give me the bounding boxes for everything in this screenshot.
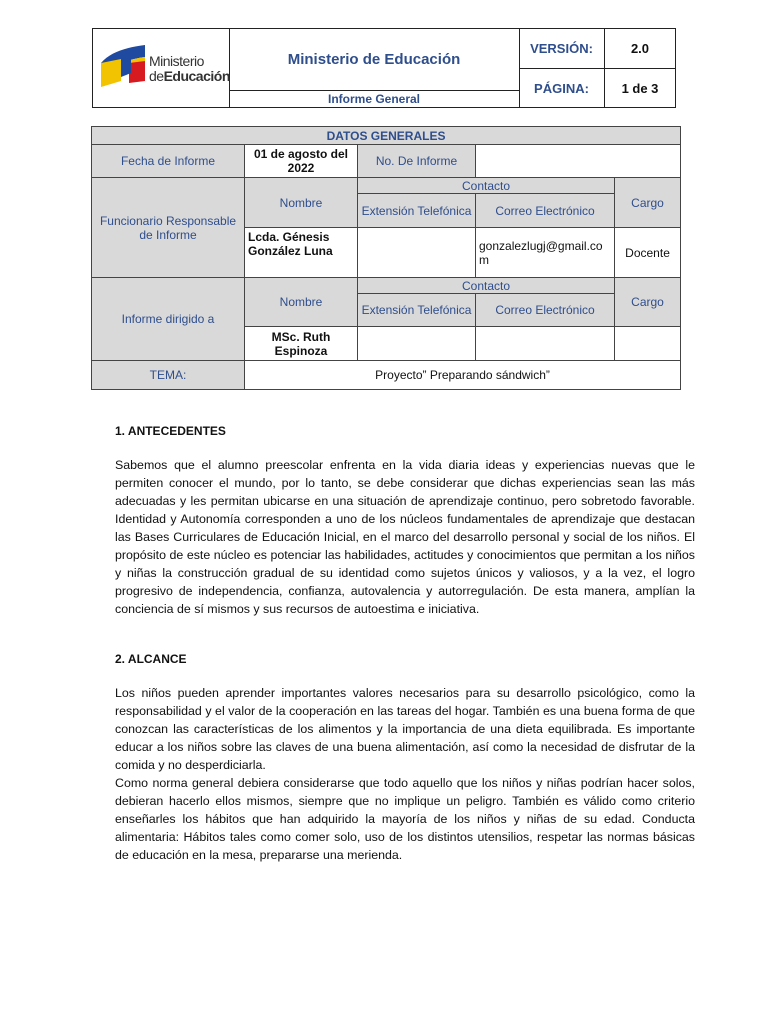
report-date-value: 01 de agosto del 2022 xyxy=(245,145,358,178)
page-value: 1 de 3 xyxy=(621,80,659,96)
extension-header-2: Extensión Telefónica xyxy=(358,294,476,327)
name-header-2: Nombre xyxy=(245,278,358,327)
document-header xyxy=(92,28,676,108)
email-header-2: Correo Electrónico xyxy=(476,294,615,327)
position-header: Cargo xyxy=(615,178,681,228)
ministry-title: Ministerio de Educación xyxy=(229,29,519,91)
contact-header-2: Contacto xyxy=(358,278,615,294)
antecedentes-title: 1. ANTECEDENTES xyxy=(115,424,226,438)
section-antecedentes xyxy=(115,424,695,618)
recipient-email xyxy=(476,327,615,361)
logo-line1: Ministerio xyxy=(149,53,204,69)
logo-line2-prefix: de xyxy=(149,68,164,84)
contact-header: Contacto xyxy=(358,178,615,194)
logo-line2-bold: Educación xyxy=(163,68,230,84)
alcance-text-1: Los niños pueden aprender importantes valores necesarios para su desarrollo psicológico, como la responsabilidad y el valor de la cooperación en las tareas del hogar. También es una buena forma de que conozcan las características de los alimentos y la importancia de una dieta equilibrada. Es importante educar a los niños sobre las claves de una buena alimentación, así como la necesidad de disfrutar de la comida y no desperdiciarla. xyxy=(115,686,695,772)
official-extension xyxy=(358,228,476,278)
version-label: VERSIÓN: xyxy=(519,29,605,69)
report-number-label: No. De Informe xyxy=(358,145,476,178)
page-label: PÁGINA: xyxy=(519,69,605,107)
extension-header: Extensión Telefónica xyxy=(358,194,476,228)
flag-emblem-icon xyxy=(99,41,149,93)
recipient-position xyxy=(615,327,681,361)
official-name: Lcda. Génesis González Luna xyxy=(245,228,358,278)
addressed-to-label: Informe dirigido a xyxy=(92,278,245,361)
logo-text xyxy=(149,54,230,84)
topic-value: Proyecto” Preparando sándwich” xyxy=(245,361,681,390)
responsible-official-label: Funcionario Responsable de Informe xyxy=(92,178,245,278)
recipient-name: MSc. Ruth Espinoza xyxy=(245,327,358,361)
document-type: Informe General xyxy=(327,92,421,106)
report-number-value xyxy=(476,145,681,178)
official-email: gonzalezlugj@gmail.com xyxy=(476,228,615,278)
table-title: DATOS GENERALES xyxy=(92,127,681,145)
position-header-2: Cargo xyxy=(615,278,681,327)
ministry-logo xyxy=(93,29,230,107)
alcance-text-2: Como norma general debiera considerarse que todo aquello que los niños y niñas podrían hacer solos, debieran hacerlo ellos mismos, siempre que no implique un peligro. También es válido como criterio enseñarles los hábitos que han adquirido la mayoría de los niños y niñas de su edad. Conducta alimentaria: Hábitos tales como comer solo, uso de los distintos utensilios, respetar las normas básicas de educación en la mesa, prepararse una merienda. xyxy=(115,776,695,862)
report-date-label: Fecha de Informe xyxy=(92,145,245,178)
general-data-table xyxy=(91,126,681,390)
email-header: Correo Electrónico xyxy=(476,194,615,228)
name-header: Nombre xyxy=(245,178,358,228)
section-alcance xyxy=(115,652,695,864)
alcance-title: 2. ALCANCE xyxy=(115,652,187,666)
antecedentes-text: Sabemos que el alumno preescolar enfrenta en la vida diaria ideas y experiencias nuevas que le permiten conocer el mundo, por lo tanto, se debe considerar que dichas experiencias sean las más adecuadas y les permitan ubicarse en una situación de aprendizaje continuo, pero sobretodo favorable. Identidad y Autonomía corresponden a uno de los núcleos fundamentales de aprendizaje que destacan las Bases Curriculares de Educación Inicial, en el marco del desarrollo personal y social de los niños. El propósito de este núcleo es potenciar las habilidades, actitudes y conocimientos que permitan a los niños y niñas la construcción gradual de su identidad como sujetos únicos y valiosos, y a la vez, el logro progresivo de independencia, confianza, autovalencia y autorregulación. De esta manera, amplían la conciencia de sí mismos y sus recursos de autoestima e iniciativa. xyxy=(115,458,695,616)
version-value: 2.0 xyxy=(605,29,675,69)
official-position: Docente xyxy=(615,228,681,278)
topic-label: TEMA: xyxy=(92,361,245,390)
recipient-extension xyxy=(358,327,476,361)
